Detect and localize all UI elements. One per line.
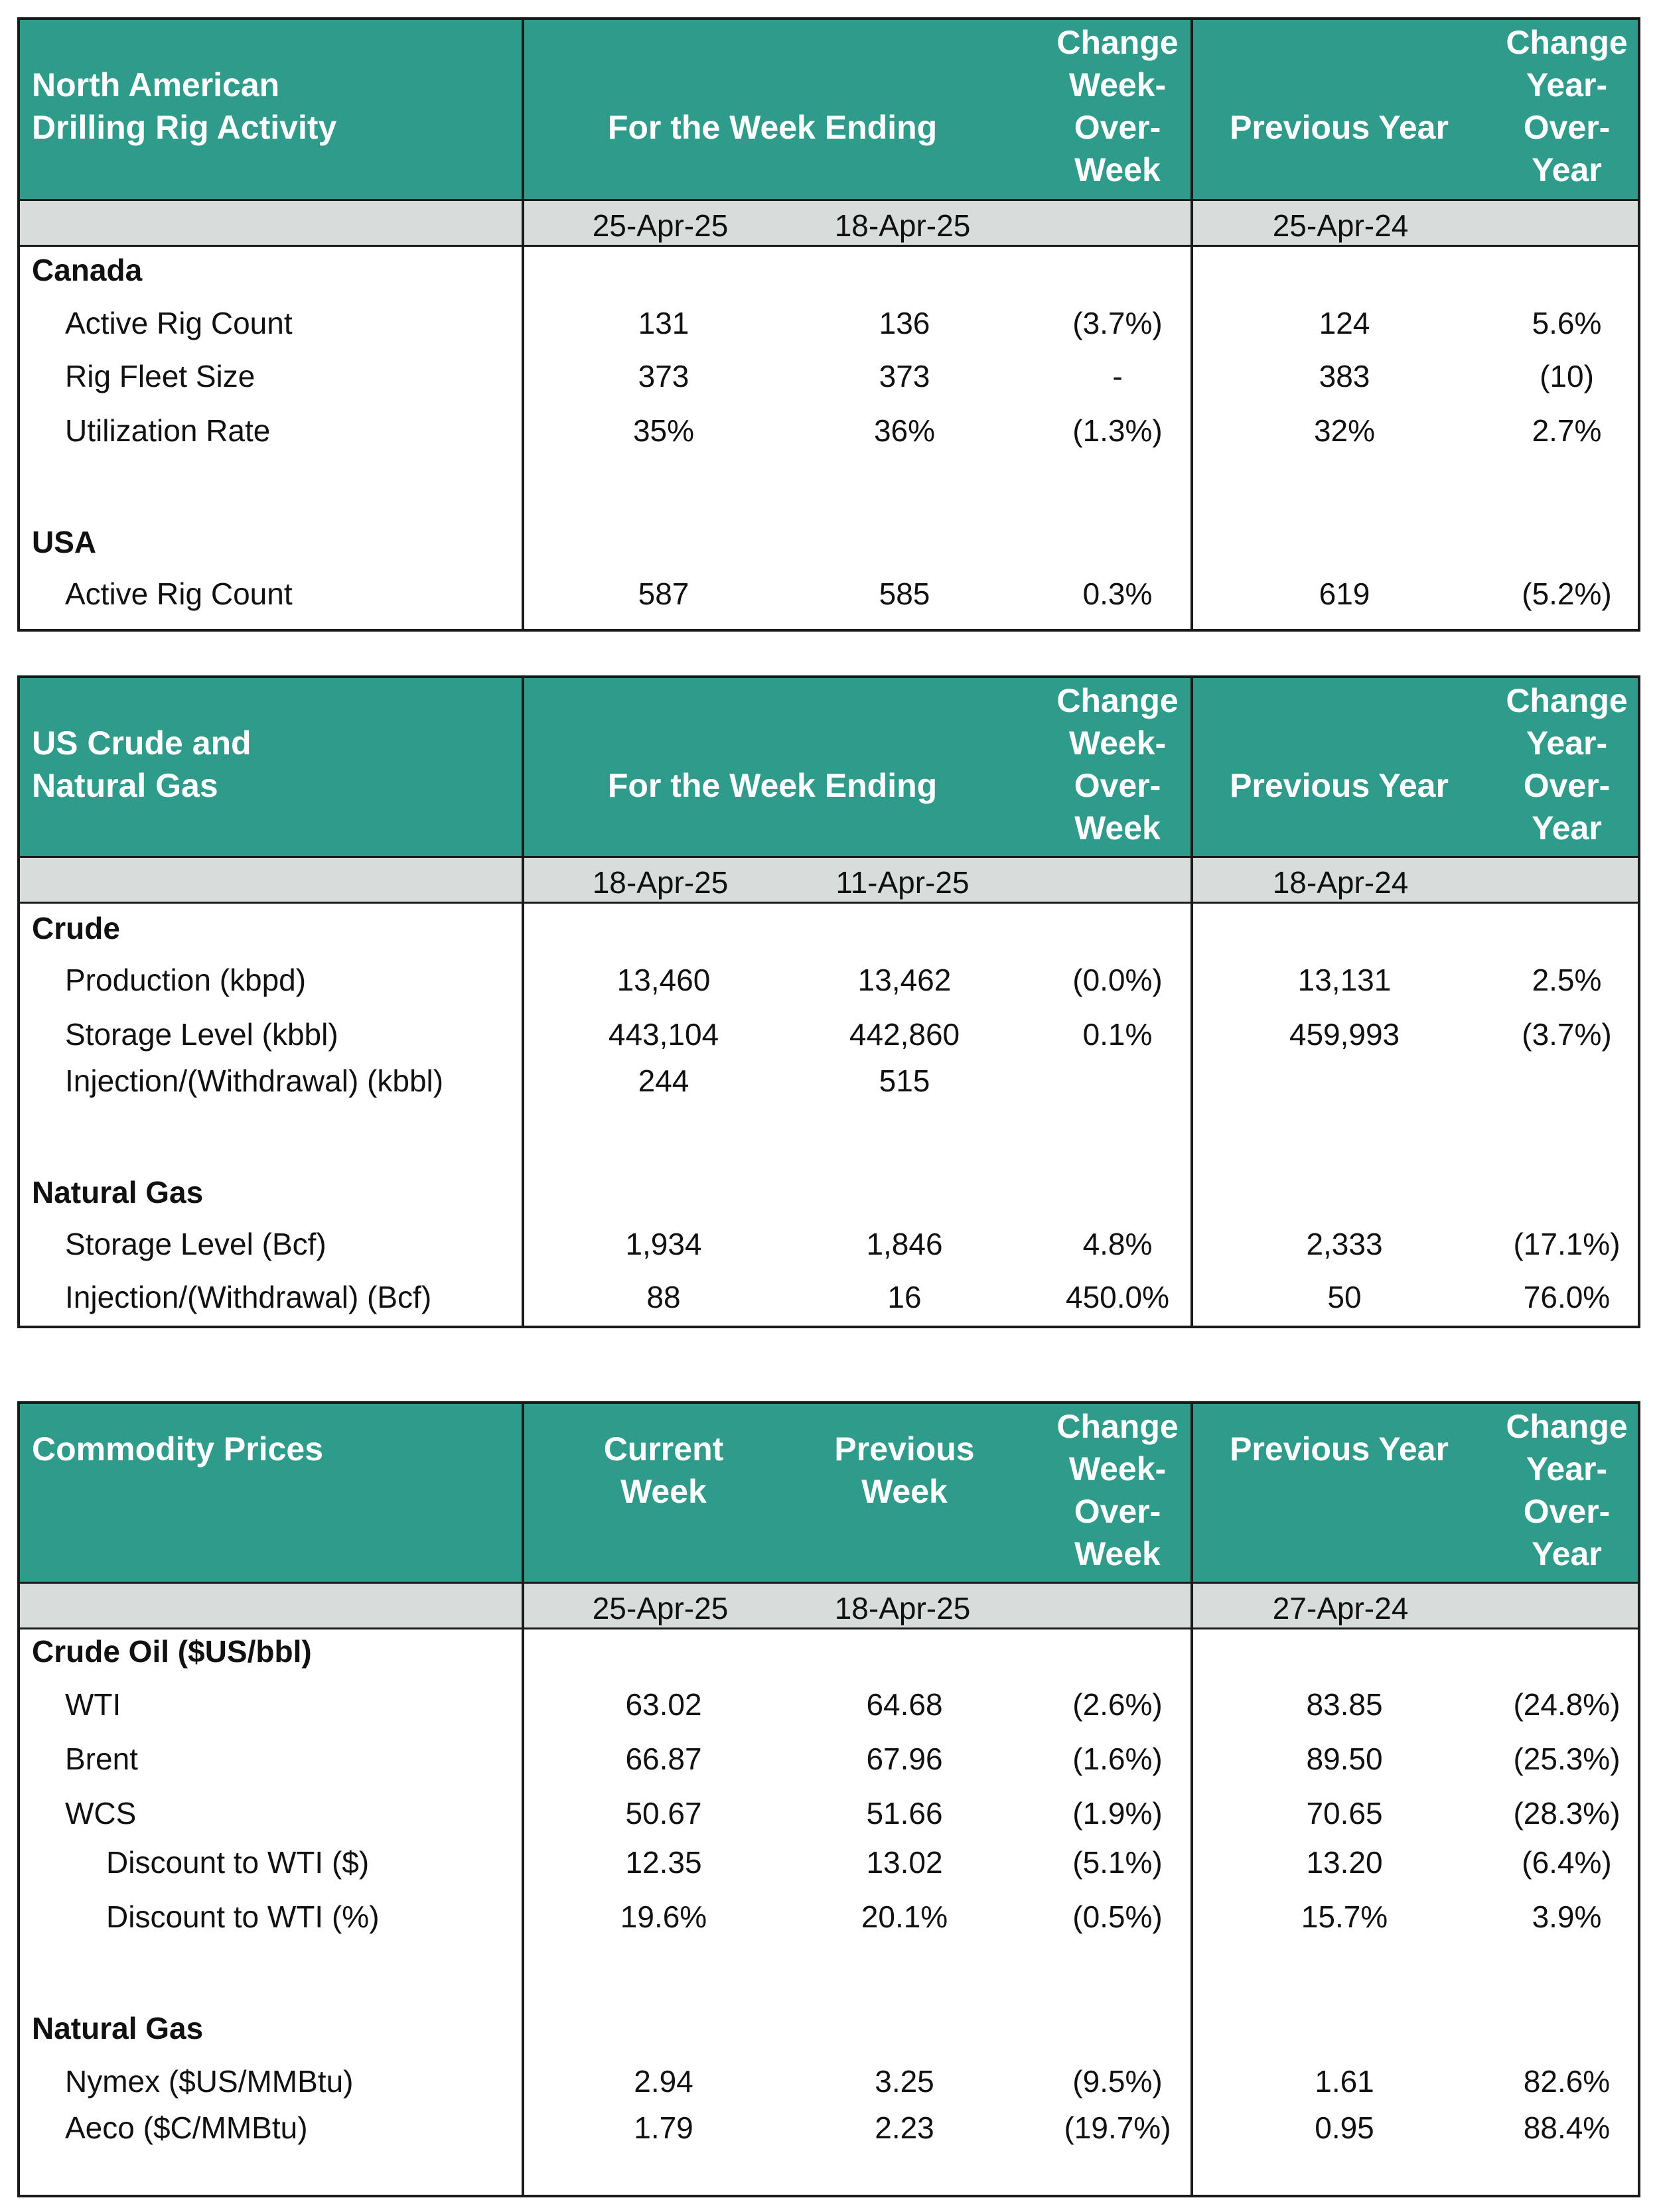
date-current: 18-Apr-25 [592, 865, 729, 900]
table-row: Storage Level (kbbl) 443,104 442,860 0.1% 459,993 (3.7%) [65, 1017, 1612, 1052]
table-row: WCS 50.67 51.66 (1.9%) 70.65 (28.3%) [65, 1796, 1621, 1831]
column-divider [522, 1404, 524, 2195]
date-previous: 18-Apr-25 [834, 208, 971, 243]
table-title: Commodity Prices [32, 1430, 324, 1468]
section-canada: Canada [32, 253, 143, 287]
yoy-header: Change Year- Over- Year [1506, 682, 1628, 847]
table-row: Brent 66.87 67.96 (1.6%) 89.50 (25.3%) [65, 1742, 1621, 1776]
date-current: 25-Apr-25 [592, 1591, 729, 1625]
table-row: WTI 63.02 64.68 (2.6%) 83.85 (24.8%) [65, 1687, 1621, 1722]
crude-gas-table [17, 675, 1640, 1328]
table-row: Active Rig Count 131 136 (3.7%) 124 5.6% [65, 306, 1602, 340]
date-previous: 11-Apr-25 [835, 865, 970, 900]
table-row: Discount to WTI ($) 12.35 13.02 (5.1%) 13.20 (6.4%) [106, 1845, 1612, 1880]
table-row: Active Rig Count 587 585 0.3% 619 (5.2%) [65, 577, 1612, 611]
section-crude: Crude [32, 911, 120, 945]
week-ending-header: For the Week Ending [607, 767, 938, 804]
table-row: Nymex ($US/MMBtu) 2.94 3.25 (9.5%) 1.61 82.6% [65, 2064, 1611, 2099]
column-divider [1190, 678, 1193, 1326]
current-week-header: Current Week [603, 1430, 724, 1510]
column-divider [1190, 1404, 1193, 2195]
wow-header: Change Week- Over- Week [1056, 24, 1179, 188]
table-title-line2: Natural Gas [32, 767, 218, 804]
table-header [20, 678, 1638, 856]
section-natural-gas: Natural Gas [32, 2011, 204, 2045]
date-bar [20, 199, 1638, 247]
previous-week-header: Previous Week [834, 1430, 975, 1510]
column-divider [522, 20, 524, 629]
previous-year-header: Previous Year [1230, 767, 1449, 804]
table-row: Aeco ($C/MMBtu) 1.79 2.23 (19.7%) 0.95 88.4% [65, 2110, 1611, 2145]
date-previous-year: 27-Apr-24 [1272, 1591, 1409, 1625]
date-previous-year: 18-Apr-24 [1272, 865, 1409, 900]
date-bar [20, 1582, 1638, 1629]
table-row: Injection/(Withdrawal) (kbbl) 244 515 [65, 1064, 930, 1098]
week-ending-header: For the Week Ending [607, 109, 938, 146]
date-previous: 18-Apr-25 [834, 1591, 971, 1625]
commodity-prices-table [17, 1401, 1640, 2197]
previous-year-header: Previous Year [1230, 1430, 1449, 1468]
wow-header: Change Week- Over- Week [1056, 682, 1179, 847]
column-divider [522, 678, 524, 1326]
section-usa: USA [32, 525, 97, 559]
table-row: Rig Fleet Size 373 373 - 383 (10) [65, 359, 1594, 393]
table-title-line2: Drilling Rig Activity [32, 109, 337, 146]
table-title-line1: US Crude and [32, 725, 252, 762]
table-row: Production (kbpd) 13,460 13,462 (0.0%) 13,131 2.5% [65, 963, 1602, 997]
table-title-line1: North American [32, 66, 280, 104]
date-bar [20, 856, 1638, 904]
date-current: 25-Apr-25 [592, 208, 729, 243]
table-header [20, 1404, 1638, 1582]
wow-header: Change Week- Over- Week [1056, 1408, 1179, 1572]
rig-activity-table [17, 17, 1640, 632]
section-crude-oil: Crude Oil ($US/bbl) [32, 1634, 312, 1669]
column-divider [1190, 20, 1193, 629]
table-row: Utilization Rate 35% 36% (1.3%) 32% 2.7% [65, 413, 1602, 448]
table-row: Storage Level (Bcf) 1,934 1,846 4.8% 2,333 (17.1%) [65, 1227, 1621, 1261]
previous-year-header: Previous Year [1230, 109, 1449, 146]
yoy-header: Change Year- Over- Year [1506, 24, 1628, 188]
table-row: Discount to WTI (%) 19.6% 20.1% (0.5%) 15.7% 3.9% [106, 1900, 1602, 1934]
table-row: Injection/(Withdrawal) (Bcf) 88 16 450.0% 50 76.0% [65, 1280, 1611, 1314]
yoy-header: Change Year- Over- Year [1506, 1408, 1628, 1572]
section-natural-gas: Natural Gas [32, 1175, 204, 1210]
table-header [20, 20, 1638, 199]
date-previous-year: 25-Apr-24 [1272, 208, 1409, 243]
